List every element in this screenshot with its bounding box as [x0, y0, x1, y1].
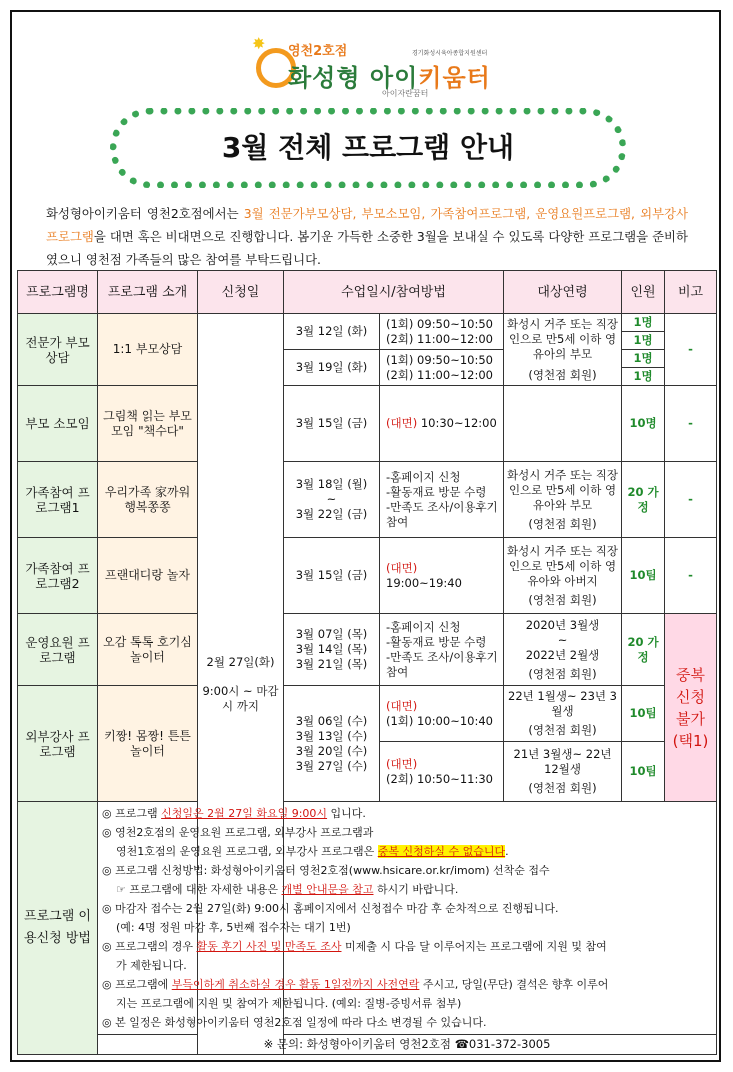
- row5-target-b: 2022년 2월생: [525, 647, 600, 662]
- header-intro: 프로그램 소개: [98, 271, 198, 314]
- logo-name-a: 화성형 아이: [288, 64, 419, 92]
- row6-session2-text: (2회) 10:50~11:30: [386, 771, 493, 786]
- note-5c: 미제출 시 다음 달 이루어지는 프로그램에 지원 및 참여: [341, 940, 607, 953]
- brand-logo: [252, 34, 492, 108]
- note-3: ◎ 프로그램 신청방법: 화성형아이키움터 영천2호점(www.hsicare.or.kr/imom) 선착순 접수: [102, 864, 550, 877]
- row6-target2-note: (영천점 회원): [528, 781, 597, 795]
- note-1a: ◎ 프로그램: [102, 807, 162, 820]
- row4-date: 3월 15일 (금): [284, 538, 380, 614]
- star-icon: ✸: [252, 34, 266, 53]
- row3-intro: 우리가족 家까워 행복쫑쫑: [98, 462, 198, 538]
- row3-target-note: (영천점 회원): [528, 516, 597, 531]
- row4-target: [504, 538, 622, 614]
- row1-cap3: 1명: [622, 350, 665, 368]
- row1-time1: (1회) 09:50~10:50: [386, 316, 493, 331]
- duplicate-note: 중복 신청 불가 (택1): [665, 614, 717, 802]
- row5-target-note: (영천점 회원): [528, 666, 597, 681]
- row6-target1: [504, 686, 622, 742]
- intro-highlight: 3월 전문가부모상담, 부모소모임, 가족참여프로그램, 운영요원프로그램, 외부강사프로그램: [46, 206, 688, 244]
- page-title: 3월 전체 프로그램 안내: [110, 108, 626, 188]
- note-2b: 영천1호점의 운영요원 프로그램, 외부강사 프로그램은: [116, 845, 378, 858]
- row1-note: -: [665, 314, 717, 386]
- row3-method1: -홈페이지 신청: [386, 469, 461, 484]
- row2-mode: (대면): [386, 416, 418, 430]
- row3-method: [380, 462, 504, 538]
- row6-name: 외부강사 프로그램: [18, 686, 98, 802]
- notes-heading: 프로그램 이용신청 방법: [18, 802, 98, 1055]
- row4-target-note: (영천점 회원): [528, 592, 597, 607]
- row4-time-text: 19:00~19:40: [386, 575, 462, 590]
- row6-date-d: 3월 27일 (수): [295, 758, 368, 773]
- row5-date: [284, 614, 380, 686]
- row2-intro: 그림책 읽는 부모모임 "책수다": [98, 386, 198, 462]
- row3-cap: 20 가정: [622, 462, 665, 538]
- row2-time-text: 10:30~12:00: [420, 416, 497, 430]
- note-6c: 주시고, 당일(무단) 결석은 향후 이루어: [419, 978, 609, 991]
- header-schedule: 수업일시/참여방법: [284, 271, 504, 314]
- row3-name: 가족참여 프로그램1: [18, 462, 98, 538]
- logo-name-b: 키움터: [418, 64, 491, 92]
- table-row: [18, 462, 717, 538]
- note-1: [102, 804, 712, 823]
- row2-cap: 10명: [622, 386, 665, 462]
- row5-method3: -만족도 조사/이용후기 참여: [386, 649, 498, 679]
- row6-date: [284, 686, 380, 802]
- row4-intro: 프랜대디랑 놀자: [98, 538, 198, 614]
- row1-name: 전문가 부모상담: [18, 314, 98, 386]
- row5-tilde: ~: [557, 632, 568, 647]
- note-6a: ◎ 프로그램에: [102, 978, 172, 991]
- row1-cap4: 1명: [622, 368, 665, 386]
- row4-name: 가족참여 프로그램2: [18, 538, 98, 614]
- note-3c: 개별 안내문을 참고: [281, 883, 374, 896]
- row1-time4: (2회) 11:00~12:00: [386, 367, 493, 382]
- note-2c: 중복 신청하실 수 없습니다: [377, 845, 506, 858]
- note-2d: .: [505, 845, 509, 858]
- logo-branch: 영천2호점: [288, 44, 348, 59]
- row1-times1: [380, 314, 504, 350]
- note-2: ◎ 영천2호점의 운영요원 프로그램, 외부강사 프로그램과: [102, 826, 374, 839]
- note-6: [102, 975, 712, 994]
- row5-intro: 오감 톡톡 호기심 놀이터: [98, 614, 198, 686]
- row5-target: [504, 614, 622, 686]
- table-row: [18, 614, 717, 686]
- row2-note: -: [665, 386, 717, 462]
- row1-date2: 3월 19일 (화): [284, 350, 380, 386]
- footer-row: [18, 1035, 717, 1055]
- row1-target: [504, 314, 622, 386]
- row1-intro: 1:1 부모상담: [98, 314, 198, 386]
- row1-cap2: 1명: [622, 332, 665, 350]
- note-2-cont: [102, 842, 712, 861]
- table-row: [18, 538, 717, 614]
- table-row: [18, 314, 717, 332]
- row3-target: [504, 462, 622, 538]
- row3-note: -: [665, 462, 717, 538]
- row4-note: -: [665, 538, 717, 614]
- intro-text-1: 화성형아이키움터 영천2호점에서는: [46, 206, 244, 221]
- row6-date-b: 3월 13일 (수): [295, 728, 368, 743]
- row6-target2: [504, 742, 622, 802]
- note-3-cont: [102, 880, 712, 899]
- row1-target-text: 화성시 거주 또는 직장인으로 만5세 이하 영유아의 부모: [507, 316, 618, 361]
- row2-name: 부모 소모임: [18, 386, 98, 462]
- row6-session1: [380, 686, 504, 742]
- row1-time3: (1회) 09:50~10:50: [386, 352, 493, 367]
- row6-target1-note: (영천점 회원): [528, 723, 597, 737]
- row3-method2: -활동재료 방문 수령: [386, 484, 487, 499]
- row5-cap: 20 가정: [622, 614, 665, 686]
- row6-intro: 키짱! 몸짱! 튼튼 놀이터: [98, 686, 198, 802]
- apply-date: 2월 27일(화): [206, 654, 275, 669]
- row4-mode: (대면): [386, 560, 418, 575]
- contact-line: ※ 문의: 화성형아이키움터 영천2호점 ☎031-372-3005: [98, 1035, 717, 1055]
- row5-date-a: 3월 07일 (목): [295, 627, 368, 641]
- row4-cap: 10팀: [622, 538, 665, 614]
- note-4-cont: (예: 4명 정원 마감 후, 5번째 접수자는 대기 1번): [116, 921, 351, 934]
- note-1c: 입니다.: [327, 807, 366, 820]
- note-5-cont: 가 제한됩니다.: [116, 959, 187, 972]
- intro-text-2: 을 대면 혹은 비대면으로 진행합니다. 봄기운 가득한 소중한 3월을 보내실 수 있도록 다양한 프로그램을 준비하였으니 영천점 가족들의 많은 참여를 부탁드립니다.: [46, 229, 688, 267]
- note-5a: ◎ 프로그램의 경우: [102, 940, 197, 953]
- row1-time2: (2회) 11:00~12:00: [386, 331, 493, 346]
- row3-method3: -만족도 조사/이용후기 참여: [386, 499, 498, 529]
- note-6-cont: 지는 프로그램에 지원 및 참여가 제한됩니다. (예외: 질병-증빙서류 첨부): [116, 997, 462, 1010]
- row5-method2: -활동재료 방문 수령: [386, 634, 487, 649]
- header-note: 비고: [665, 271, 717, 314]
- row5-date-c: 3월 21일 (목): [295, 657, 368, 671]
- row6-mode-1: (대면): [386, 698, 418, 713]
- row6-target1-text: 22년 1월생~ 23년 3월생: [508, 689, 617, 718]
- logo-gov: 경기화성시육아종합지원센터: [412, 50, 488, 57]
- header-apply: 신청일: [198, 271, 284, 314]
- notes-body: [98, 802, 717, 1035]
- note-4: ◎ 마감자 접수는 2월 27일(화) 9:00시 홈페이지에서 신청접수 마감 후 순차적으로 진행됩니다.: [102, 902, 559, 915]
- row5-date-b: 3월 14일 (목): [295, 642, 368, 656]
- note-7: ◎ 본 일정은 화성형아이키움터 영천2호점 일정에 따라 다소 변경될 수 있습니다.: [102, 1016, 487, 1029]
- row5-name: 운영요원 프로그램: [18, 614, 98, 686]
- apply-time: 9:00시 ~ 마감 시 까지: [202, 683, 279, 713]
- row1-times2: [380, 350, 504, 386]
- row3-date: [284, 462, 380, 538]
- row4-target-text: 화성시 거주 또는 직장인으로 만5세 이하 영유아와 아버지: [507, 543, 618, 588]
- note-5: [102, 937, 712, 956]
- note-3d: 하시기 바랍니다.: [373, 883, 459, 896]
- note-6b: 부득이하게 취소하실 경우 활동 1일전까지 사전연락: [171, 978, 420, 991]
- notes-row: [18, 802, 717, 1035]
- row3-target-text: 화성시 거주 또는 직장인으로 만5세 이하 영유아와 부모: [507, 467, 618, 512]
- row2-target-shared: [504, 386, 622, 462]
- row2-date: 3월 15일 (금): [284, 386, 380, 462]
- row3-date-b: 3월 22일 (금): [295, 507, 368, 521]
- row3-tilde: ~: [326, 492, 337, 506]
- row6-date-c: 3월 20일 (수): [295, 743, 368, 758]
- row6-cap2: 10팀: [622, 742, 665, 802]
- intro-paragraph: [46, 202, 688, 271]
- table-row: [18, 386, 717, 462]
- row5-method1: -홈페이지 신청: [386, 619, 461, 634]
- logo-tagline: 아이자란꿈터: [382, 89, 429, 98]
- table-header-row: [18, 271, 717, 314]
- row6-mode-2: (대면): [386, 756, 418, 771]
- row1-date1: 3월 12일 (화): [284, 314, 380, 350]
- header-name: 프로그램명: [18, 271, 98, 314]
- row6-session1-text: (1회) 10:00~10:40: [386, 713, 493, 728]
- row5-method: [380, 614, 504, 686]
- row6-session2: [380, 742, 504, 802]
- header-target: 대상연령: [504, 271, 622, 314]
- row5-target-a: 2020년 3월생: [525, 617, 600, 632]
- row4-time: [380, 538, 504, 614]
- table-row: [18, 686, 717, 742]
- row6-cap1: 10팀: [622, 686, 665, 742]
- row1-cap1: 1명: [622, 314, 665, 332]
- row1-target-note: (영천점 회원): [528, 367, 597, 382]
- row6-date-a: 3월 06일 (수): [295, 713, 368, 728]
- program-table: [17, 270, 717, 1055]
- note-5b: 활동 후기 사진 및 만족도 조사: [196, 940, 342, 953]
- row2-time: [380, 386, 504, 462]
- note-3b: ☞ 프로그램에 대한 자세한 내용은: [116, 883, 282, 896]
- row6-target2-text: 21년 3월생~ 22년 12월생: [513, 747, 612, 776]
- note-1b: 신청일은 2월 27일 화요일 9:00시: [161, 807, 328, 820]
- header-capacity: 인원: [622, 271, 665, 314]
- row3-date-a: 3월 18일 (월): [295, 477, 368, 491]
